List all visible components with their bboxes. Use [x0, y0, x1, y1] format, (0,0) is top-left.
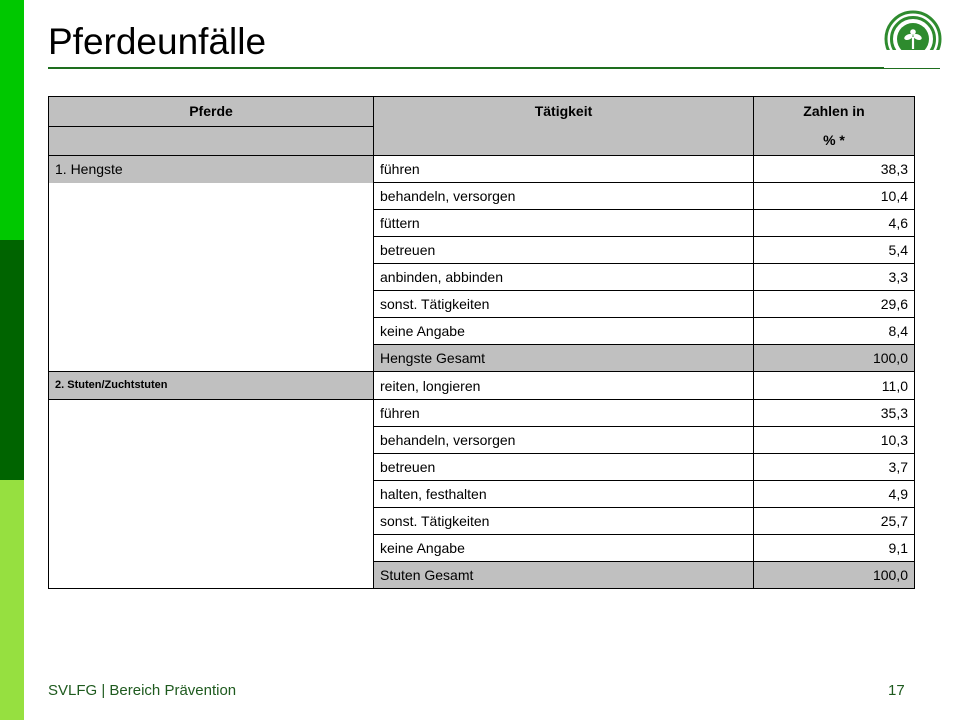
group-cell-stuten-empty — [49, 400, 374, 589]
group-cell-hengste — [49, 156, 374, 372]
value-cell: 4,9 — [754, 481, 915, 508]
sidebar-stripe-middle — [0, 240, 24, 480]
header-pferde-empty — [49, 126, 374, 156]
activity-cell: betreuen — [374, 454, 754, 481]
activity-cell: keine Angabe — [374, 318, 754, 345]
accident-table — [48, 96, 915, 589]
group-label-cell-stuten — [49, 372, 374, 400]
table-row — [49, 400, 915, 427]
table-row — [49, 372, 915, 400]
activity-cell: führen — [374, 156, 754, 183]
title-underline — [48, 67, 940, 69]
sidebar-stripe-top — [0, 0, 24, 240]
value-cell: 29,6 — [754, 291, 915, 318]
activity-cell: führen — [374, 400, 754, 427]
value-cell: 10,4 — [754, 183, 915, 210]
activity-cell: reiten, longieren — [374, 372, 754, 400]
svlfg-leaf-logo-icon — [884, 10, 942, 68]
activity-cell: betreuen — [374, 237, 754, 264]
total-activity-cell: Hengste Gesamt — [374, 345, 754, 372]
activity-cell: sonst. Tätigkeiten — [374, 508, 754, 535]
value-cell: 10,3 — [754, 427, 915, 454]
header-zahlen-line2: % * — [823, 132, 845, 148]
activity-cell: halten, festhalten — [374, 481, 754, 508]
value-cell: 35,3 — [754, 400, 915, 427]
value-cell: 5,4 — [754, 237, 915, 264]
page-number: 17 — [888, 682, 905, 699]
activity-cell: behandeln, versorgen — [374, 183, 754, 210]
header-zahlen — [754, 97, 915, 156]
value-cell: 9,1 — [754, 535, 915, 562]
header-taetigkeit: Tätigkeit — [374, 97, 754, 156]
group-label: 1. Hengste — [49, 156, 373, 183]
header-zahlen-line1: Zahlen in — [803, 103, 865, 119]
total-activity-cell: Stuten Gesamt — [374, 562, 754, 589]
activity-cell: sonst. Tätigkeiten — [374, 291, 754, 318]
activity-cell: füttern — [374, 210, 754, 237]
total-value-cell: 100,0 — [754, 562, 915, 589]
value-cell: 4,6 — [754, 210, 915, 237]
value-cell: 11,0 — [754, 372, 915, 400]
activity-cell: behandeln, versorgen — [374, 427, 754, 454]
group-label: 2. Stuten/Zuchtstuten — [55, 379, 168, 391]
value-cell: 3,7 — [754, 454, 915, 481]
value-cell: 25,7 — [754, 508, 915, 535]
value-cell: 3,3 — [754, 264, 915, 291]
header-pferde: Pferde — [49, 97, 374, 127]
footer-organization: SVLFG | Bereich Prävention — [48, 682, 237, 699]
value-cell: 38,3 — [754, 156, 915, 183]
value-cell: 8,4 — [754, 318, 915, 345]
table-row — [49, 156, 915, 183]
activity-cell: keine Angabe — [374, 535, 754, 562]
sidebar-stripe-bottom — [0, 480, 24, 720]
activity-cell: anbinden, abbinden — [374, 264, 754, 291]
page-title: Pferdeunfälle — [48, 21, 267, 62]
total-value-cell: 100,0 — [754, 345, 915, 372]
